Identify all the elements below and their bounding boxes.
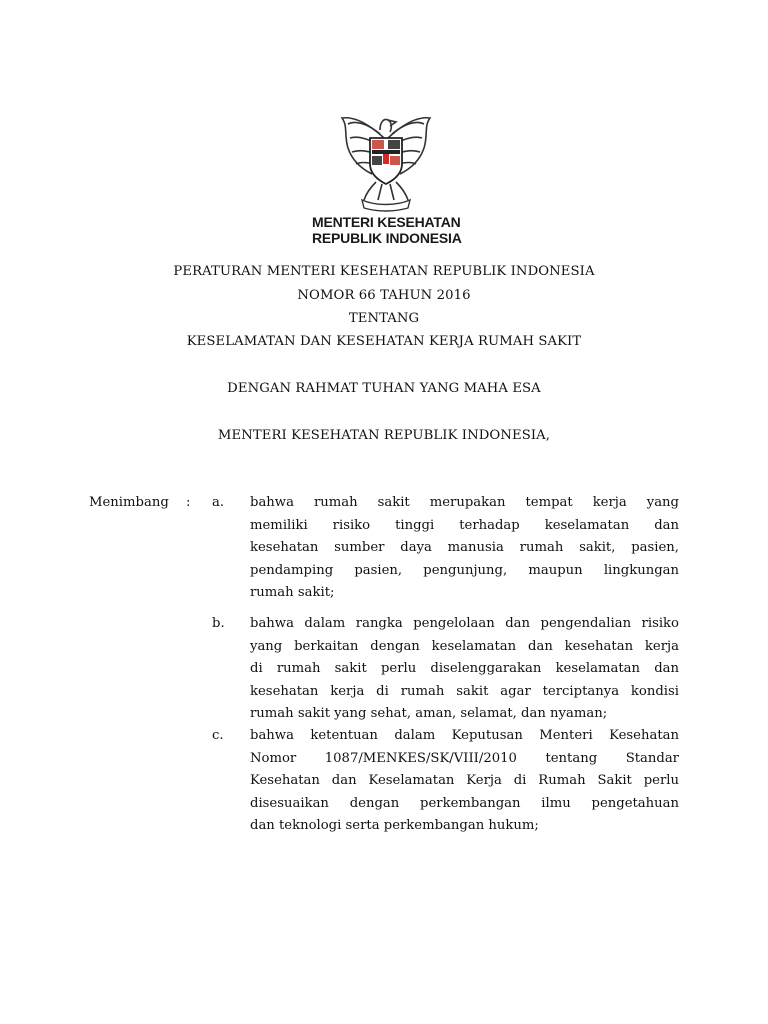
considering-item-line: dan teknologi serta perkembangan hukum; bbox=[250, 818, 539, 834]
considering-item-letter: b. bbox=[212, 616, 225, 631]
regulation-about: TENTANG bbox=[348, 311, 420, 326]
considering-item-line: kesehatan sumber daya manusia rumah sakit, pasien, bbox=[250, 540, 679, 556]
considering-item-line: bahwa ketentuan dalam Keputusan Menteri Kesehatan bbox=[250, 728, 679, 743]
considering-item-line: bahwa dalam rangka pengelolaan dan pengendalian risiko bbox=[250, 616, 679, 631]
ministry-logo-line1: MENTERI KESEHATAN bbox=[312, 214, 461, 230]
considering-item-line: kesehatan kerja di rumah sakit agar terciptanya kondisi bbox=[250, 683, 679, 699]
considering-item-line: rumah sakit yang sehat, aman, selamat, dan nyaman; bbox=[250, 706, 608, 722]
regulation-title: PERATURAN MENTERI KESEHATAN REPUBLIK INDONESIA bbox=[173, 264, 595, 279]
grace-statement: DENGAN RAHMAT TUHAN YANG MAHA ESA bbox=[227, 381, 541, 396]
considering-label: Menimbang bbox=[89, 495, 169, 510]
considering-item-line: memiliki risiko tinggi terhadap keselamatan dan bbox=[250, 517, 679, 533]
ministry-logo-line2: REPUBLIK INDONESIA bbox=[312, 230, 462, 246]
considering-item-line: di rumah sakit perlu diselenggarakan keselamatan dan bbox=[250, 661, 679, 677]
regulation-number: NOMOR 66 TAHUN 2016 bbox=[297, 288, 471, 303]
considering-item-line: pendamping pasien, pengunjung, maupun lingkungan bbox=[250, 562, 679, 578]
considering-item-line: Kesehatan dan Keselamatan Kerja di Rumah Sakit perlu bbox=[250, 773, 679, 789]
considering-item-line: bahwa rumah sakit merupakan tempat kerja yang bbox=[250, 495, 679, 510]
considering-item-letter: a. bbox=[212, 495, 225, 510]
considering-item-line: yang berkaitan dengan keselamatan dan kesehatan kerja bbox=[250, 638, 679, 654]
considering-item-line: disesuaikan dengan perkembangan ilmu pengetahuan bbox=[250, 795, 679, 811]
considering-colon: : bbox=[186, 495, 191, 510]
regulation-subject: KESELAMATAN DAN KESEHATAN KERJA RUMAH SAKIT bbox=[186, 334, 582, 349]
ministry-logo-text bbox=[312, 214, 472, 246]
considering-item-line: rumah sakit; bbox=[250, 585, 335, 601]
considering-item-line: Nomor 1087/MENKES/SK/VIII/2010 tentang Standar bbox=[250, 750, 679, 766]
considering-item-letter: c. bbox=[212, 728, 224, 743]
minister-heading: MENTERI KESEHATAN REPUBLIK INDONESIA, bbox=[217, 428, 551, 443]
garuda-emblem-icon bbox=[326, 108, 446, 212]
